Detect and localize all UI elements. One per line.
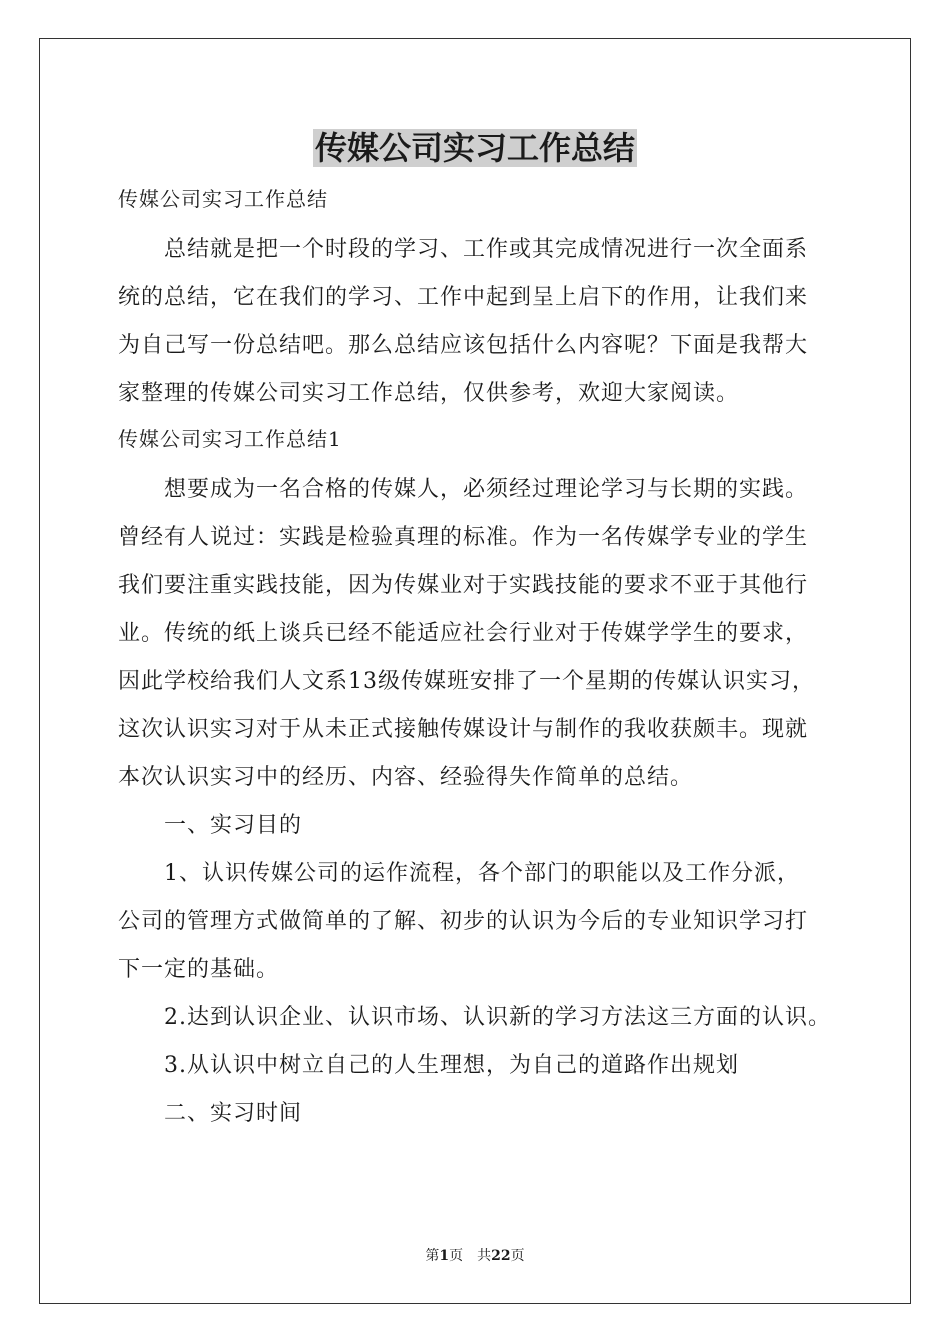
page-suffix: 页 [510, 1248, 525, 1264]
section-heading: 传媒公司实习工作总结1 [118, 427, 342, 451]
paragraph-line: 家整理的传媒公司实习工作总结，仅供参考，欢迎大家阅读。 [118, 381, 740, 406]
paragraph-line: 本次认识实习中的经历、内容、经验得失作简单的总结。 [118, 765, 694, 790]
page-prefix: 第 [425, 1248, 440, 1264]
paragraph-line: 想要成为一名合格的传媒人，必须经过理论学习与长期的实践。 [164, 477, 809, 502]
document-body [118, 178, 843, 1138]
document-title [0, 126, 950, 170]
page-total: 22 [491, 1248, 511, 1264]
paragraph-line: 因此学校给我们人文系13级传媒班安排了一个星期的传媒认识实习， [118, 669, 815, 694]
paragraph-line: 1、认识传媒公司的运作流程，各个部门的职能以及工作分派， [164, 861, 800, 886]
page-mid: 页 共 [449, 1248, 492, 1264]
page-current: 1 [439, 1248, 450, 1264]
purpose-heading: 一、实习目的 [164, 813, 303, 838]
paragraph-line: 我们要注重实践技能，因为传媒业对于实践技能的要求不亚于其他行 [118, 573, 809, 598]
paragraph-line: 下一定的基础。 [118, 957, 280, 982]
paragraph-line: 公司的管理方式做简单的了解、初步的认识为今后的专业知识学习打 [118, 909, 809, 934]
page-footer [0, 1246, 950, 1266]
paragraph-line: 统的总结，它在我们的学习、工作中起到呈上启下的作用，让我们来 [118, 285, 809, 310]
paragraph-line: 为自己写一份总结吧。那么总结应该包括什么内容呢？下面是我帮大 [118, 333, 809, 358]
paragraph-line: 业。传统的纸上谈兵已经不能适应社会行业对于传媒学学生的要求， [118, 621, 809, 646]
paragraph-line: 总结就是把一个时段的学习、工作或其完成情况进行一次全面系 [164, 237, 809, 262]
document-title-text: 传媒公司实习工作总结 [314, 129, 635, 167]
purpose-item-3: 3.从认识中树立自己的人生理想，为自己的道路作出规划 [164, 1053, 739, 1078]
paragraph-line: 这次认识实习对于从未正式接触传媒设计与制作的我收获颇丰。现就 [118, 717, 809, 742]
subtitle: 传媒公司实习工作总结 [118, 187, 328, 211]
paragraph-line: 曾经有人说过：实践是检验真理的标准。作为一名传媒学专业的学生 [118, 525, 809, 550]
purpose-item-2: 2.达到认识企业、认识市场、认识新的学习方法这三方面的认识。 [164, 1005, 831, 1030]
time-heading: 二、实习时间 [164, 1101, 303, 1126]
